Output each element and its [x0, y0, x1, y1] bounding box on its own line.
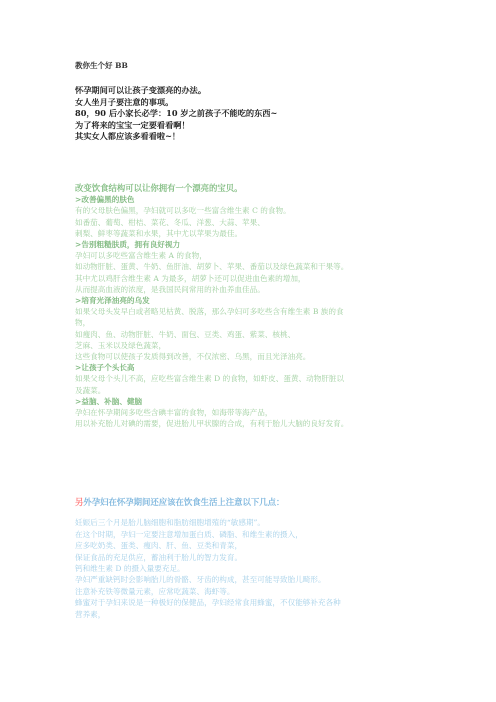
attention-section-title: [75, 497, 430, 508]
intro-line: 为了将来的宝宝一定要看看啊！: [75, 119, 190, 130]
body-line: 蜂蜜对于孕妇来说是一种极好的保健品，孕妇经常食用蜂蜜，不仅能够补充各种: [75, 598, 341, 608]
body-line: 有的父母肤色偏黑，孕妇就可以多吃一些富含维生素 C 的食物。: [75, 206, 291, 216]
body-line: 用以补充胎儿对碘的需要，促进胎儿甲状腺的合成，有利于胎儿大脑的良好发育。: [75, 419, 349, 429]
body-line: 这些食物可以使孩子发质得到改善，不仅浓密、乌黑，而且光泽油亮。: [75, 352, 311, 362]
body-line: 及蔬菜。: [75, 385, 106, 395]
body-line: 注意补充铁等微量元素，应常吃蔬菜、海虾等。: [75, 586, 235, 596]
subsection-heading: >告别粗糙肤质，拥有良好视力: [75, 240, 181, 250]
body-line: 如果父母头发早白或者略见枯黄、脱落，那么孕妇可多吃些含有维生素 B 族的食: [75, 307, 344, 317]
intro-line: 怀孕期间可以让孩子变漂亮的办法。: [75, 85, 207, 95]
body-line: 如动物肝脏、蛋黄、牛奶、鱼肝油、胡萝卜、苹果、番茄以及绿色蔬菜和干果等。: [75, 262, 349, 272]
title-first-char: 另: [75, 497, 84, 507]
body-line: 如瘦肉、鱼、动物肝脏、牛奶、面包、豆类、鸡蛋、紫菜、核桃、: [75, 329, 296, 339]
body-line: 如番茄、葡萄、柑桔、菜花、冬瓜、洋葱、大蒜、苹果、: [75, 217, 265, 227]
document-header: [75, 61, 430, 71]
intro-line: 80，90 后小家长必学：10 岁之前孩子不能吃的东西~: [75, 108, 278, 119]
subsection-heading: >让孩子个头长高: [75, 363, 135, 373]
subsection-heading: >益脑、补脑、健脑: [75, 396, 143, 406]
body-line: 芝麻、玉米以及绿色蔬菜，: [75, 340, 167, 350]
body-line: 刺梨、鲜枣等蔬菜和水果，其中尤以苹果为最佳。: [75, 228, 243, 238]
intro-block: [75, 85, 430, 143]
intro-line: 女人坐月子要注意的事项。: [75, 96, 174, 107]
subsection-heading: >培育光泽油亮的乌发: [75, 296, 150, 306]
body-line: 孕妇在怀孕期间多吃些含碘丰富的食物，如海带等海产品，: [75, 408, 273, 418]
body-line: 如果父母个头儿不高，应吃些富含维生素 D 的食物，如虾皮、蛋黄、动物肝脏以: [75, 374, 345, 384]
subsection-heading: >改善偏黑的肤色: [75, 195, 135, 205]
body-line: 应多吃奶类、蛋类、瘦肉、肝、鱼、豆类和青菜，: [75, 541, 243, 551]
body-line: 孕妇严重缺钙时会影响胎儿的骨骼、牙齿的构成，甚至可能导致胎儿畸形。: [75, 575, 326, 585]
attention-section: [75, 497, 430, 620]
diet-section: [75, 183, 430, 429]
diet-section-title: 改变饮食结构可以让你拥有一个漂亮的宝贝。: [75, 183, 243, 193]
intro-line: 其实女人都应该多看看啦~！: [75, 131, 181, 142]
body-line: 孕妇可以多吃些富含维生素 A 的食物，: [75, 251, 207, 261]
body-line: 物，: [75, 318, 91, 328]
body-line: 从而提高血液的浓度，是我国民间常用的补血养血佳品。: [75, 284, 265, 294]
body-line: 在这个时期，孕妇一定要注意增加蛋白质、磷脂、和维生素的摄入，: [75, 529, 303, 539]
header-text: 教你生个好 BB: [75, 61, 128, 70]
body-line: 钙和维生素 D 的摄入量要充足。: [75, 564, 185, 574]
body-line: 其中尤以鸡肝含维生素 A 为最多，胡萝卜还可以促进血色素的增加，: [75, 273, 306, 283]
body-line: 妊娠后三个月是胎儿脑细胞和脂肪细胞增殖的“敏感期”。: [75, 518, 266, 528]
body-line: 营养素，: [75, 609, 106, 619]
title-rest: 外孕妇在怀孕期间还应该在饮食生活上注意以下几点：: [83, 497, 285, 507]
body-line: 保证食品的充足供应，蓄油利于胎儿的智力发育。: [75, 552, 243, 562]
